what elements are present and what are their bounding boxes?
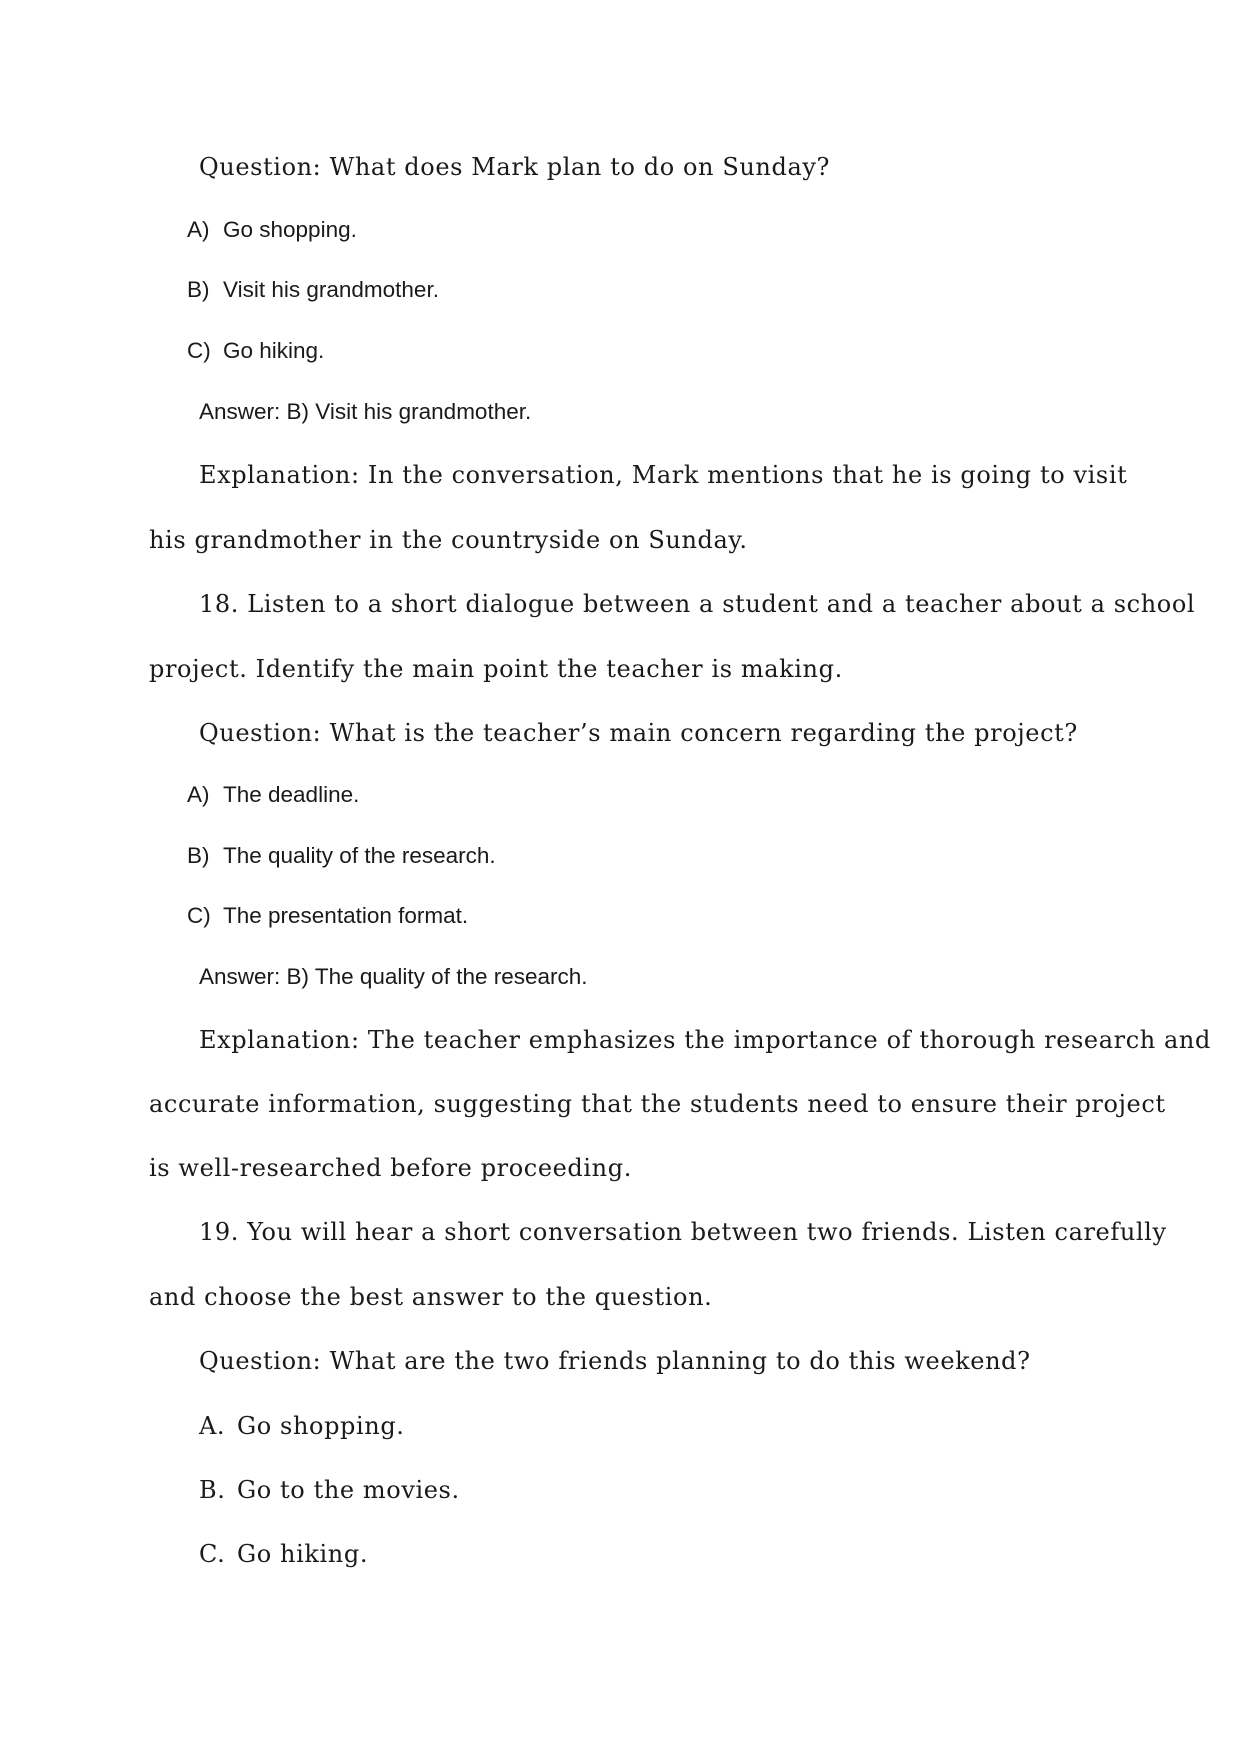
q19-option-c[interactable] bbox=[199, 1542, 368, 1566]
option-text: Go hiking. bbox=[223, 338, 325, 363]
q17-option-c[interactable] bbox=[187, 340, 324, 363]
q17-option-a[interactable] bbox=[187, 219, 357, 242]
q18-answer: Answer: B) The quality of the research. bbox=[199, 964, 588, 989]
option-text: Go to the movies. bbox=[237, 1476, 460, 1504]
option-letter: C. bbox=[199, 1540, 226, 1568]
q19-option-b[interactable] bbox=[199, 1478, 460, 1502]
q18-prompt-line2: project. Identify the main point the teacher is making. bbox=[149, 655, 843, 683]
q18-explanation-line1: Explanation: The teacher emphasizes the importance of thorough research and bbox=[199, 1026, 1211, 1054]
q18-option-c[interactable] bbox=[187, 905, 468, 928]
q19-prompt-line2: and choose the best answer to the question. bbox=[149, 1283, 713, 1311]
option-text: Go hiking. bbox=[237, 1540, 369, 1568]
option-text: Visit his grandmother. bbox=[223, 277, 439, 302]
option-letter: A) bbox=[187, 782, 210, 807]
q17-explanation-line1: Explanation: In the conversation, Mark mentions that he is going to visit bbox=[199, 461, 1128, 489]
option-letter: B) bbox=[187, 843, 210, 868]
q17-answer: Answer: B) Visit his grandmother. bbox=[199, 399, 532, 424]
option-letter: B) bbox=[187, 277, 210, 302]
option-letter: A. bbox=[199, 1412, 226, 1440]
q17-explanation-line2: his grandmother in the countryside on Sunday. bbox=[149, 526, 748, 554]
q19-prompt-line1: 19. You will hear a short conversation between two friends. Listen carefully bbox=[199, 1218, 1167, 1246]
option-letter: C) bbox=[187, 338, 211, 363]
q18-explanation-line3: is well-researched before proceeding. bbox=[149, 1154, 632, 1182]
option-letter: B. bbox=[199, 1476, 226, 1504]
q17-option-b[interactable] bbox=[187, 279, 439, 302]
option-letter: A) bbox=[187, 217, 210, 242]
q18-question: Question: What is the teacher’s main concern regarding the project? bbox=[199, 719, 1078, 747]
option-text: The presentation format. bbox=[223, 903, 469, 928]
q18-explanation-line2: accurate information, suggesting that the students need to ensure their project bbox=[149, 1090, 1166, 1118]
q19-option-a[interactable] bbox=[199, 1414, 405, 1438]
option-text: The deadline. bbox=[223, 782, 360, 807]
option-text: Go shopping. bbox=[223, 217, 357, 242]
q18-option-b[interactable] bbox=[187, 845, 496, 868]
q18-prompt-line1: 18. Listen to a short dialogue between a student and a teacher about a school bbox=[199, 590, 1196, 618]
option-letter: C) bbox=[187, 903, 211, 928]
option-text: The quality of the research. bbox=[223, 843, 496, 868]
q17-question: Question: What does Mark plan to do on Sunday? bbox=[199, 153, 830, 181]
q18-option-a[interactable] bbox=[187, 784, 359, 807]
q19-question: Question: What are the two friends planning to do this weekend? bbox=[199, 1347, 1031, 1375]
option-text: Go shopping. bbox=[237, 1412, 405, 1440]
